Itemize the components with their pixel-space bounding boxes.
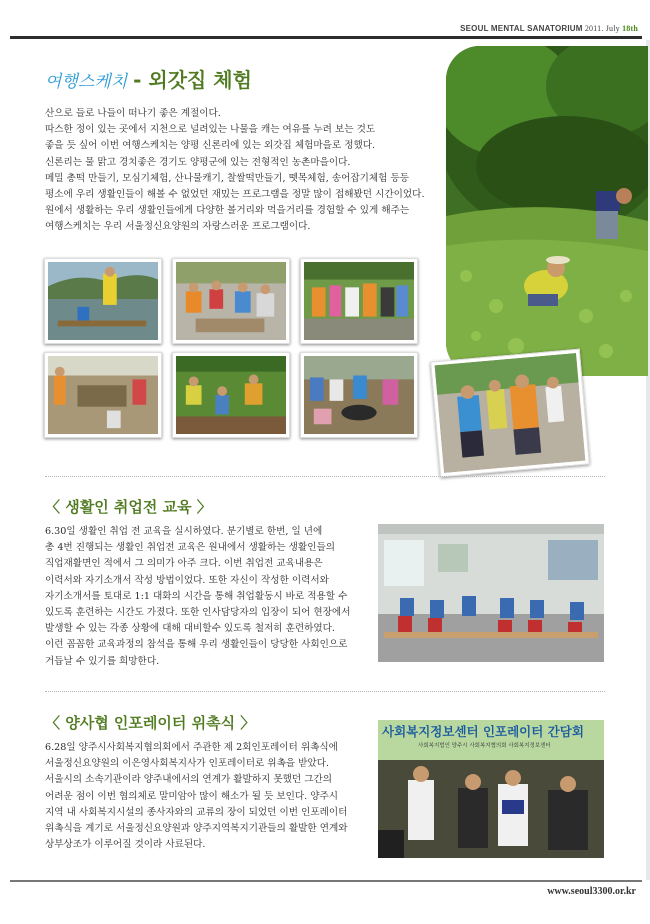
section1-line: 메밀 총떡 만들기, 모심기체험, 산나물캐기, 찰쌀떡만들기, 뗏목체험, 송어잡기체험 등등 xyxy=(45,172,410,184)
photo-group-eating xyxy=(300,352,418,438)
photo-field-planting xyxy=(172,352,290,438)
photo-art xyxy=(304,356,414,434)
section1-line: 따스한 정이 있는 곳에서 지천으로 널려있는 나물을 캐는 여유를 누려 보는 것도 xyxy=(45,124,376,136)
banner-text: 사회복지정보센터 인포레이터 간담회 xyxy=(382,724,584,739)
section3-line: 어려운 점이 이번 협의체로 말미암아 많이 해소가 될 듯 보인다. 양주시 xyxy=(45,790,339,802)
section2-line: 자기소개서를 토대로 1:1 대화의 시간을 통해 취업활동시 바로 적용할 수 xyxy=(45,590,348,602)
ceremony-banner xyxy=(378,720,604,760)
section2-line: 총 4번 진행되는 생활인 취업전 교육은 원내에서 생활하는 생활인들의 xyxy=(45,542,335,554)
section-divider xyxy=(45,691,605,692)
photo-art xyxy=(304,262,414,340)
photo-river-walk xyxy=(430,349,590,478)
section1-title xyxy=(45,64,252,93)
section2-line: 직업재활면인 적에서 그 의미가 아주 크다. 이번 취업전 교육내용은 xyxy=(45,558,323,570)
hero-photo-art xyxy=(446,46,648,376)
photo-art xyxy=(48,356,158,434)
photo-cooking-outdoor xyxy=(44,352,162,438)
section1-script-title: 여행스케치 xyxy=(45,72,128,92)
photo-group-sitting xyxy=(172,258,290,344)
section3-line: 서울정신요양원의 이은영사회복지사가 인포레이터로 위촉을 받았다. xyxy=(45,758,330,770)
section3-line: 6.28일 양주시사회복지협의회에서 주관한 제 2회인포레이터 위촉식에 xyxy=(45,742,338,753)
photo-classroom xyxy=(378,524,604,662)
section3-line: 지역 내 사회복지시설의 종사자와의 교류의 장이 되었던 이번 인포레이터 xyxy=(45,806,348,818)
section3-body xyxy=(45,740,348,853)
section1-line: 좋을 듯 싶어 이번 여행스케치는 양평 신론리에 있는 외갓집 체험마을로 정했다. xyxy=(45,140,376,152)
footer-rule xyxy=(10,880,642,882)
section2-title: 〈 생활인 취업전 교육 〉 xyxy=(45,498,212,516)
section1-main-title: - 외갓집 체험 xyxy=(133,68,252,92)
photo-boat-raft xyxy=(44,258,162,344)
section-divider xyxy=(45,476,605,477)
section1-line: 산으로 들로 나들이 떠나기 좋은 계절이다. xyxy=(45,108,221,119)
masthead xyxy=(460,24,638,33)
photo-art xyxy=(176,356,286,434)
section3-title: 〈 양사협 인포레이터 위촉식 〉 xyxy=(45,714,256,732)
ceremony-people-art xyxy=(378,760,604,858)
section2-line: 거듭날 수 있기를 희망한다. xyxy=(45,655,160,667)
section2-line: 6.30일 생활인 취업 전 교육을 실시하였다. 분기별로 한번, 일 년에 xyxy=(45,526,323,537)
section2-line: 있도록 훈련하는 시간도 가졌다. 또한 인사담당자의 입장이 되어 현장에서 xyxy=(45,607,351,619)
photo-group-standing xyxy=(300,258,418,344)
section3-line: 서울시의 소속기관이라 양주내에서의 연계가 활발하지 못했던 그간의 xyxy=(45,774,333,786)
section2-body xyxy=(45,524,350,670)
section1-body xyxy=(45,106,425,236)
issue-date: 2011. July xyxy=(584,24,620,33)
section1-line: 여행스케치는 우리 서울정신요양원의 자랑스러운 프로그램이다. xyxy=(45,221,311,233)
section1-line: 평소에 우리 생활인들이 해볼 수 없었던 재밌는 프로그램을 정말 많이 접해봤던 시간이었다. xyxy=(45,189,425,201)
banner-subtext: 사회복지법인 양주시 사회복지협의회 사회복지정보센터 xyxy=(418,743,551,749)
section3-line: 위촉식을 계기로 서울정신요양원과 양주지역복지기관들의 활발한 연계와 xyxy=(45,823,348,835)
footer-url: www.seoul3300.or.kr xyxy=(547,886,636,897)
section1-line: 원에서 생활하는 우리 생활인들에게 다양한 볼거리와 먹을거리를 경험할 수 있게 해주는 xyxy=(45,205,410,217)
photo-art xyxy=(435,353,586,473)
photo-art xyxy=(48,262,158,340)
hero-photo-herb-picking xyxy=(446,46,648,376)
section2-line: 이력서와 자기소개서 작성 방법이었다. 또한 자신이 작성한 이력서와 xyxy=(45,574,329,586)
section1-line: 신론리는 물 맑고 경치좋은 경기도 양평군에 있는 전형적인 농촌마을이다. xyxy=(45,156,351,168)
top-rule xyxy=(10,36,642,39)
photo-art xyxy=(378,524,604,662)
issue-number: 18th xyxy=(622,24,638,33)
section2-line: 이런 꼼꼼한 교육과정의 참석을 통해 우리 생활인들이 당당한 사회인으로 xyxy=(45,639,348,651)
section3-line: 상부상조가 이루어질 것이라 사료된다. xyxy=(45,839,206,851)
photo-infolater-ceremony xyxy=(378,720,604,858)
photo-art xyxy=(176,262,286,340)
section2-line: 발생할 수 있는 각종 상황에 대해 대비할수 있도록 철저히 훈련하였다. xyxy=(45,623,335,635)
publication-name: SEOUL MENTAL SANATORIUM xyxy=(460,24,583,33)
